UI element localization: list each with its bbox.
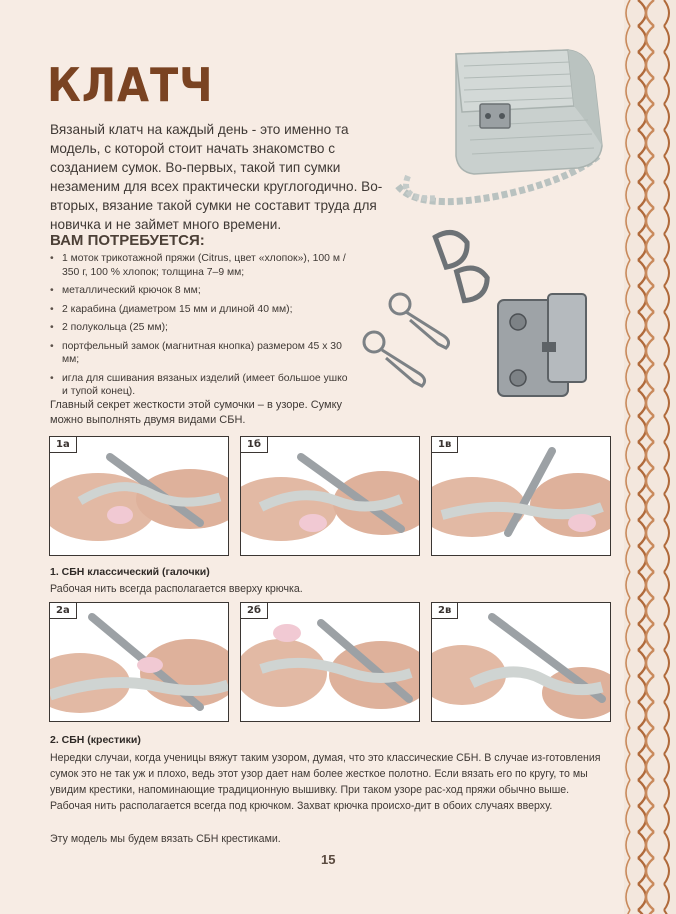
photo-label: 1а <box>50 437 77 453</box>
photo-step-2b <box>240 602 420 722</box>
photo-step-1c <box>431 436 611 556</box>
list-item: • металлический крючок 8 мм; <box>50 284 350 298</box>
section1-text: Рабочая нить всегда располагается вверху крючка. <box>50 583 303 595</box>
photo-label: 2в <box>432 603 458 619</box>
photo-step-2c <box>431 602 611 722</box>
decorative-braid-border <box>624 0 676 914</box>
page-number: 15 <box>321 852 336 867</box>
section2-text: Нередки случаи, когда ученицы вяжут таким узором, думая, что это классические СБН. В случае из-готовления сумок это не так уж и плохо, ведь этот узор дает нам более жесткое полотно. Если вязать его по кругу, то мы увидим крестики, напоминающие традиционную вышивку. При таком узоре рас-ход пряжи обычно выше. Рабочая нить располагается всегда под крючком. Захват крючка происхо-дит в обоих случаях вверху. <box>50 752 601 812</box>
photo-step-2a <box>49 602 229 722</box>
section1-title: 1. СБН классический (галочки) <box>50 566 210 578</box>
list-item: • 2 полукольца (25 мм); <box>50 321 350 335</box>
closing-text: Эту модель мы будем вязать СБН крестиками. <box>50 833 281 845</box>
list-item: • 1 моток трикотажной пряжи (Citrus, цвет «хлопок»), 100 м / 350 г, 100 % хлопок; толщина 7–9 мм; <box>50 252 350 279</box>
photo-label: 2б <box>241 603 268 619</box>
section2-title: 2. СБН (крестики) <box>50 734 141 746</box>
list-item: • игла для сшивания вязаных изделий (имеет большое ушко и тупой конец). <box>50 372 350 399</box>
photo-label: 1б <box>241 437 268 453</box>
hardware-image <box>352 216 612 411</box>
photo-label: 2а <box>50 603 77 619</box>
photo-step-1a <box>49 436 229 556</box>
intro-paragraph: Вязаный клатч на каждый день - это именно та модель, с которой стоит начать знакомство с созданием сумок. Во-первых, такой тип сумки незаменим для всех практически круглогодично. Во-вторых, вязание такой сумки не составит труда для новичка и не займет много времени. <box>50 122 383 232</box>
clutch-bag-image <box>378 36 628 221</box>
photo-step-1b <box>240 436 420 556</box>
list-item: • 2 карабина (диаметром 15 мм и длиной 40 мм); <box>50 303 350 317</box>
photo-label: 1в <box>432 437 458 453</box>
materials-heading: ВАМ ПОТРЕБУЕТСЯ: <box>50 232 205 249</box>
page-title: КЛАТЧ <box>47 58 214 112</box>
materials-list <box>50 252 350 404</box>
list-item: • портфельный замок (магнитная кнопка) размером 45 х 30 мм; <box>50 340 350 367</box>
secret-paragraph: Главный секрет жесткости этой сумочки – в узоре. Сумку можно выполнять двумя видами СБН. <box>50 399 343 426</box>
